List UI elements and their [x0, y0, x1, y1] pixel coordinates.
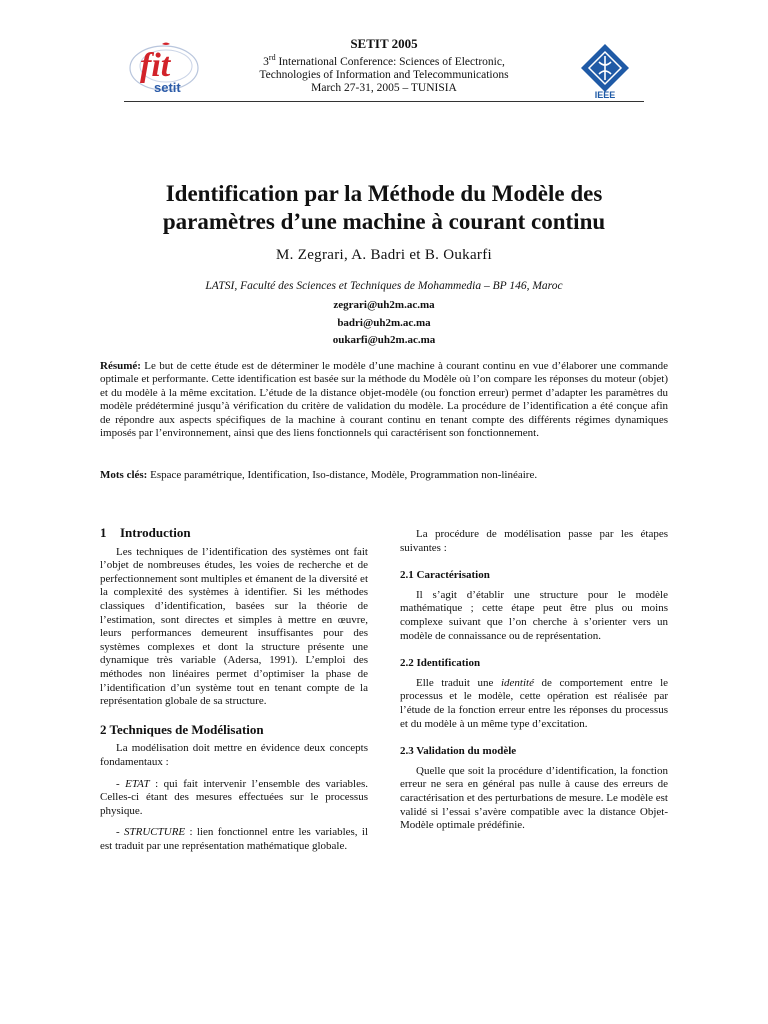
section-identification-heading: 2.2 Identification: [400, 657, 481, 670]
structure-text: : lien fonctionnel entre les variables, il est traduit par une représentation mathématique globale.: [100, 826, 369, 852]
introduction-paragraph: Les techniques de l’identification des systèmes ont fait l’objet de nombreuses études, les voies de recherche et de perfectionnement sont multiples et émanent de la diversité et la complexité des systèmes à identifier. Si les méthodes classiques d’identification, basées sur la théorie de l’estimation, sont directes et simples à mettre en œuvre, leurs performances demeurent insuffisantes pour des systèmes complexes et dont la structure présente une dynamique très variable (Adersa, 1991). L’emploi des méthodes non linéaires permet d’optimiser la phase de l’identification d’un système tout en tenant compte de la représentation globale de sa structure.: [100, 545, 368, 708]
identification-emphasis: identité: [500, 676, 534, 689]
affiliation: LATSI, Faculté des Sciences et Techniques de Mohammedia – BP 146, Maroc: [205, 280, 563, 292]
caracterisation-paragraph: Il s’agit d’établir une structure pour le modèle mathématique ; cette étape peut être plus ou moins complexe suivant que l’on cherche à s’orienter vers un modèle de connaissance ou de représentation.: [400, 588, 668, 642]
validation-paragraph: Quelle que soit la procédure d’identification, la fonction erreur ne sera en général pas nulle à cause des erreurs de caractérisation et des perturbations de mesure. Le modèle est validé si l’essai s’avère compatible avec la distance Objet-Modèle optimale prédéfinie.: [400, 764, 668, 832]
section-validation-heading: 2.3 Validation du modèle: [400, 745, 517, 758]
keywords-label: Mots clés:: [100, 469, 148, 481]
emails: [110, 297, 658, 350]
paper-title: [110, 180, 658, 236]
structure-item: [100, 826, 368, 853]
conference-title: SETIT 2005: [350, 36, 418, 51]
conference-header: [124, 36, 644, 102]
structure-label: - STRUCTURE: [116, 826, 186, 839]
section-number: 1: [100, 525, 107, 540]
section-title: Introduction: [120, 525, 191, 540]
ieee-text: IEEE: [594, 90, 616, 98]
section-techniques-heading: 2 Techniques de Modélisation: [100, 721, 264, 737]
edition-suffix: rd: [268, 53, 276, 62]
header-divider: [124, 101, 644, 102]
logo-setit-text: setit: [154, 80, 181, 95]
etat-label: - ETAT: [116, 777, 150, 790]
right-column: [400, 528, 668, 833]
techniques-paragraph: La modélisation doit mettre en évidence deux concepts fondamentaux :: [100, 742, 368, 768]
section-caracterisation-heading: 2.1 Caractérisation: [400, 569, 490, 582]
authors: M. Zegrari, A. Badri et B. Oukarfi: [276, 247, 492, 263]
ieee-logo: [577, 42, 633, 98]
conference-line1-text: International Conference: Sciences of Electronic,: [275, 55, 505, 68]
identification-paragraph: [400, 677, 668, 731]
conference-line1: [234, 51, 534, 69]
procedure-paragraph: La procédure de modélisation passe par les étapes suivantes :: [400, 528, 668, 554]
email-zegrari: zegrari@uh2m.ac.ma: [333, 299, 435, 311]
conference-line2: Technologies of Information and Telecommunications: [259, 68, 509, 81]
identification-post: de comportement entre le processus et le modèle, cette opération est réalisée par l’étude de la fonction erreur entre les réponses du processus et du modèle à un même type d’excitation.: [400, 676, 669, 730]
abstract-label: Résumé:: [100, 360, 141, 372]
title-line-1: Identification par la Méthode du Modèle des: [165, 181, 603, 206]
keywords: [100, 469, 668, 482]
email-oukarfi: oukarfi@uh2m.ac.ma: [332, 334, 436, 346]
section-introduction-heading: [100, 526, 368, 540]
title-line-2: paramètres d’une machine à courant continu: [162, 209, 606, 234]
left-column: [100, 526, 368, 853]
abstract: [100, 360, 668, 440]
conference-info: [234, 36, 534, 95]
email-badri: badri@uh2m.ac.ma: [337, 316, 431, 329]
abstract-text: Le but de cette étude est de déterminer le modèle d’une machine à courant continu en vue d’élaborer une commande optimale et performante. Cette identification est basée sur la méthode du Modèle où l’on compare les réponses du moteur (objet) et du modèle à la même excitation. L’étude de la distance objet-modèle (ou fonction erreur) permet d’adapter les paramètres du modèle prédéterminé jusqu’à vérification du critère de validation du modèle. La procédure de l’identification a été conçue afin de répondre aux aspects spécifiques de la machine à courant continu en tenant compte des différents régimes dynamiques imposés par l’environnement, ainsi que des liens fonctionnels qui caractérisent son fonctionnement.: [100, 360, 668, 440]
identification-pre: Elle traduit une: [416, 676, 501, 689]
keywords-text: Espace paramétrique, Identification, Iso-distance, Modèle, Programmation non-linéaire.: [147, 469, 538, 481]
etat-item: [100, 778, 368, 819]
conference-dates: March 27-31, 2005 – TUNISIA: [311, 81, 457, 94]
edition-number: 3: [263, 55, 269, 68]
setit-logo: [126, 40, 206, 96]
logo-fit-text: fit: [140, 47, 171, 84]
etat-text: : qui fait intervenir l’ensemble des variables. Celles-ci étant des mesures effectuées sur le processus physique.: [100, 777, 368, 817]
